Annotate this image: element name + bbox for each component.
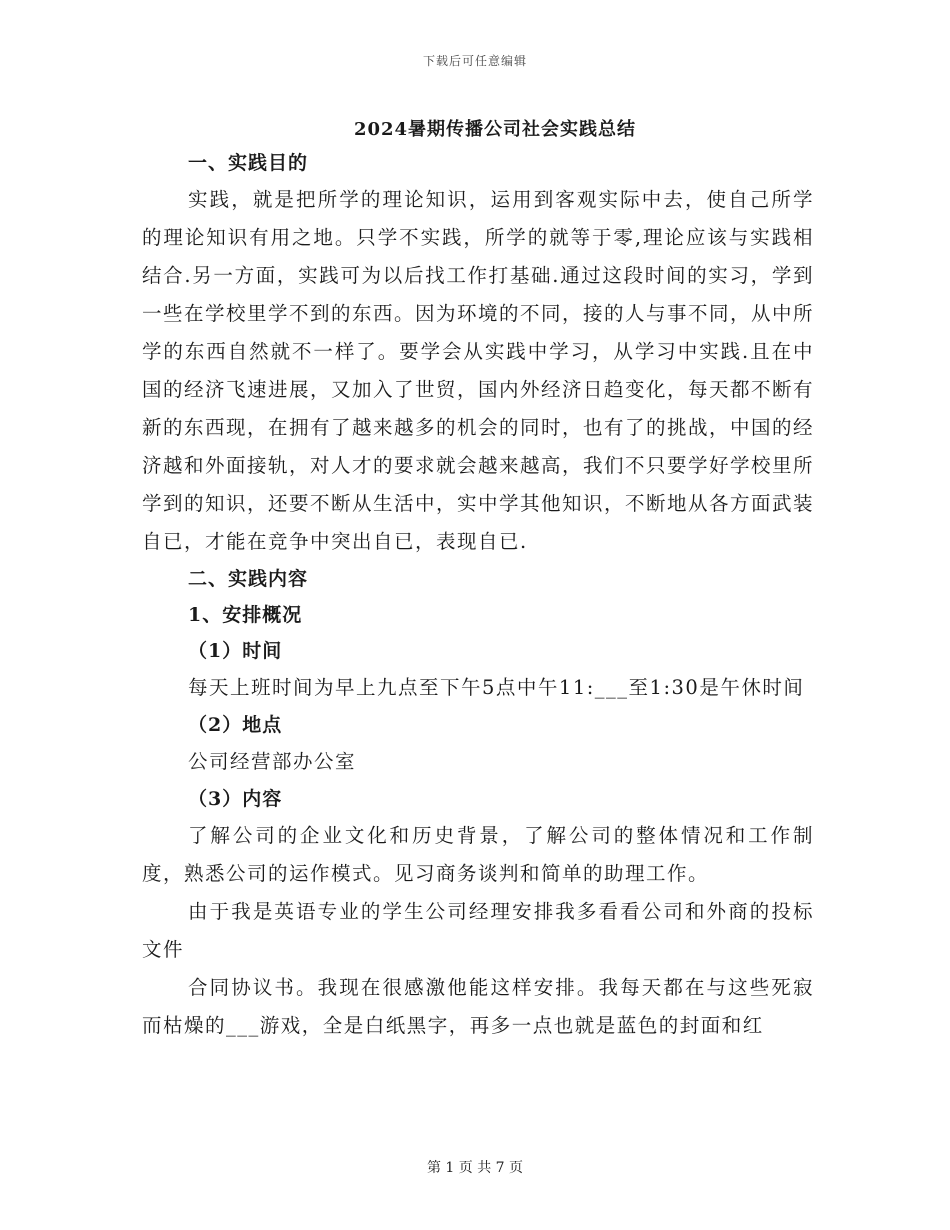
paragraph-content-2: 由于我是英语专业的学生公司经理安排我多看看公司和外商的投标文件 — [142, 900, 814, 961]
paragraph-purpose: 实践，就是把所学的理论知识，运用到客观实际中去，使自己所学的理论知识有用之地。只学不实践，所学的就等于零,理论应该与实践相结合.另一方面，实践可为以后找工作打基础.通过这段时间的实习，学到一些在学校里学不到的东西。因为环境的不同，接的人与事不同，从中所学的东西自然就不一样了。要学会从实践中学习，从学习中实践.且在中国的经济飞速进展，又加入了世贸，国内外经济日趋变化，每天都不断有新的东西现，在拥有了越来越多的机会的同时，也有了的挑战，中国的经济越和外面接轨，对人才的要求就会越来越高，我们不只要学好学校里所学到的知识，还要不断从生活中，实中学其他知识，不断地从各方面武装自已，才能在竞争中突出自已，表现自已. — [142, 188, 815, 553]
document-title: 2024暑期传播公司社会实践总结 — [353, 119, 637, 140]
paragraph-place: 公司经营部办公室 — [188, 750, 357, 773]
item-heading-time: （1）时间 — [188, 640, 283, 662]
page-number-footer: 第 1 页 共 7 页 — [426, 1160, 524, 1176]
paragraph-content-1: 了解公司的企业文化和历史背景，了解公司的整体情况和工作制度，熟悉公司的运作模式。见习商务谈判和简单的助理工作。 — [142, 824, 814, 885]
page-header-note: 下载后可任意编辑 — [422, 54, 527, 68]
paragraph-content-3: 合同协议书。我现在很感激他能这样安排。我每天都在与这些死寂而枯燥的___游戏，全是白纸黑字，再多一点也就是蓝色的封面和红 — [142, 976, 814, 1037]
item-heading-place: （2）地点 — [188, 714, 283, 736]
subsection-heading-arrangement: 1、安排概况 — [188, 604, 303, 626]
paragraph-time: 每天上班时间为早上九点至下午5点中午11:___至1:30是午休时间 — [188, 676, 805, 699]
section-heading-content: 二、实践内容 — [188, 568, 309, 590]
section-heading-purpose: 一、实践目的 — [188, 152, 309, 174]
item-heading-content: （3）内容 — [188, 788, 283, 810]
document-body — [142, 145, 814, 1045]
